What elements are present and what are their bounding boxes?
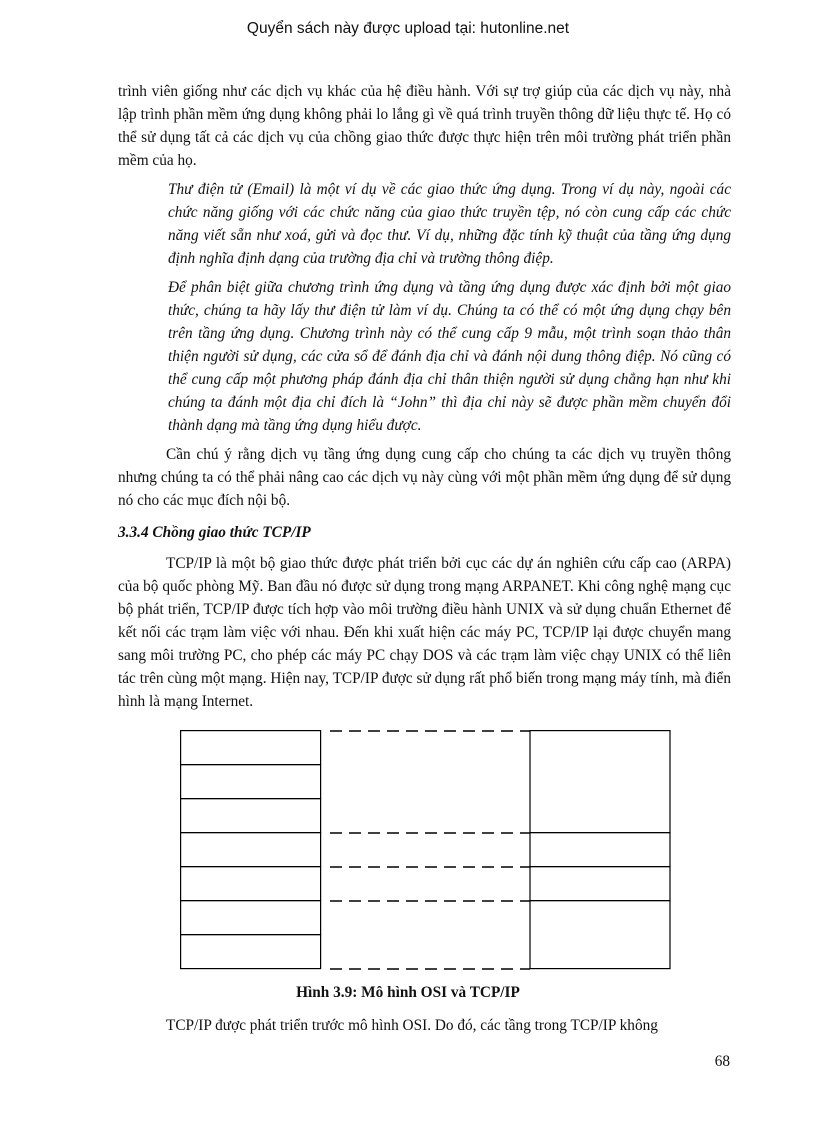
paragraph-2: Cần chú ý rằng dịch vụ tầng ứng dụng cung cấp cho chúng ta các dịch vụ truyền thông nhưng chúng ta có thể phải nâng cao các dịch vụ này cùng với một phần mềm ứng dụng để sử dụng nó cho các mục đích nội bộ. [118,446,731,509]
osi-layer-4 [181,833,321,867]
page-number: 68 [714,1053,730,1070]
note-application-layer: Để phân biệt giữa chương trình ứng dụng và tầng ứng dụng được xác định bởi một giao thức, chúng ta hãy lấy thư điện tử làm ví dụ. Chúng ta có thể có một ứng dụng chạy bên trên tầng ứng dụng. Chương trình này có thể cung cấp 9 mẫu, một trình soạn thảo thân thiện người sử dụng, các cửa sổ để đánh địa chỉ và đánh nội dung thông điệp. Nó cũng có thể cung cấp một phương pháp đánh địa chỉ thân thiện người sử dụng chẳng hạn như khi chúng ta đánh một địa chỉ đích là “John” thì địa chỉ này sẽ được phần mềm chuyển đổi thành dạng mà tầng ứng dụng hiểu được. [168,279,731,434]
page-body [118,80,731,719]
page-header: Quyển sách này được upload tại: hutonline.net [246,20,570,37]
figure-caption: Hình 3.9: Mô hình OSI và TCP/IP [296,984,520,1001]
note-email-example: Thư điện tử (Email) là một ví dụ về các giao thức ứng dụng. Trong ví dụ này, ngoài các chức năng giống với các chức năng của giao thức truyền tệp, nó còn cung cấp các chức năng viết sẵn như xoá, gửi và đọc thư. Ví dụ, những đặc tính kỹ thuật của tầng ứng dụng định nghĩa định dạng của trường địa chỉ và trường thông điệp. [168,181,731,267]
mapping-lines [330,731,530,969]
tcpip-layer-transport [530,833,670,867]
osi-tcpip-diagram [180,730,672,970]
paragraph-1: trình viên giống như các dịch vụ khác của hệ điều hành. Với sự trợ giúp của các dịch vụ này, nhà lập trình phần mềm ứng dụng không phải lo lắng gì về quá trình truyền thông dữ liệu thực tế. Họ có thể sử dụng tất cả các dịch vụ của chồng giao thức được thực hiện trên môi trường phát triển phần mềm của họ. [118,83,731,169]
osi-layer-5 [181,799,321,833]
tcpip-layer-network-access [530,901,670,969]
osi-layer-6 [181,765,321,799]
osi-layer-3 [181,867,321,901]
osi-layer-1 [181,935,321,969]
tcpip-layer-internet [530,867,670,901]
osi-layer-7 [181,731,321,765]
paragraph-4: TCP/IP được phát triển trước mô hình OSI. Do đó, các tầng trong TCP/IP không [166,1017,658,1034]
section-heading: 3.3.4 Chồng giao thức TCP/IP [118,524,311,541]
tcpip-stack [530,731,670,969]
paragraph-3: TCP/IP là một bộ giao thức được phát triển bởi cục các dự án nghiên cứu cấp cao (ARPA) của bộ quốc phòng Mỹ. Ban đầu nó được sử dụng trong mạng ARPANET. Khi công nghệ mạng cục bộ phát triển, TCP/IP được tích hợp vào môi trường điều hành UNIX và sử dụng chuẩn Ethernet để kết nối các trạm làm việc với nhau. Đến khi xuất hiện các máy PC, TCP/IP lại được chuyển mang sang môi trường PC, cho phép các máy PC chạy DOS và các trạm làm việc chạy UNIX có thể liên tác trên cùng một mạng. Hiện nay, TCP/IP được sử dụng rất phổ biến trong mạng máy tính, mà điển hình là mạng Internet. [118,555,731,710]
tcpip-layer-application [530,731,670,833]
osi-stack [181,731,321,969]
osi-layer-2 [181,901,321,935]
